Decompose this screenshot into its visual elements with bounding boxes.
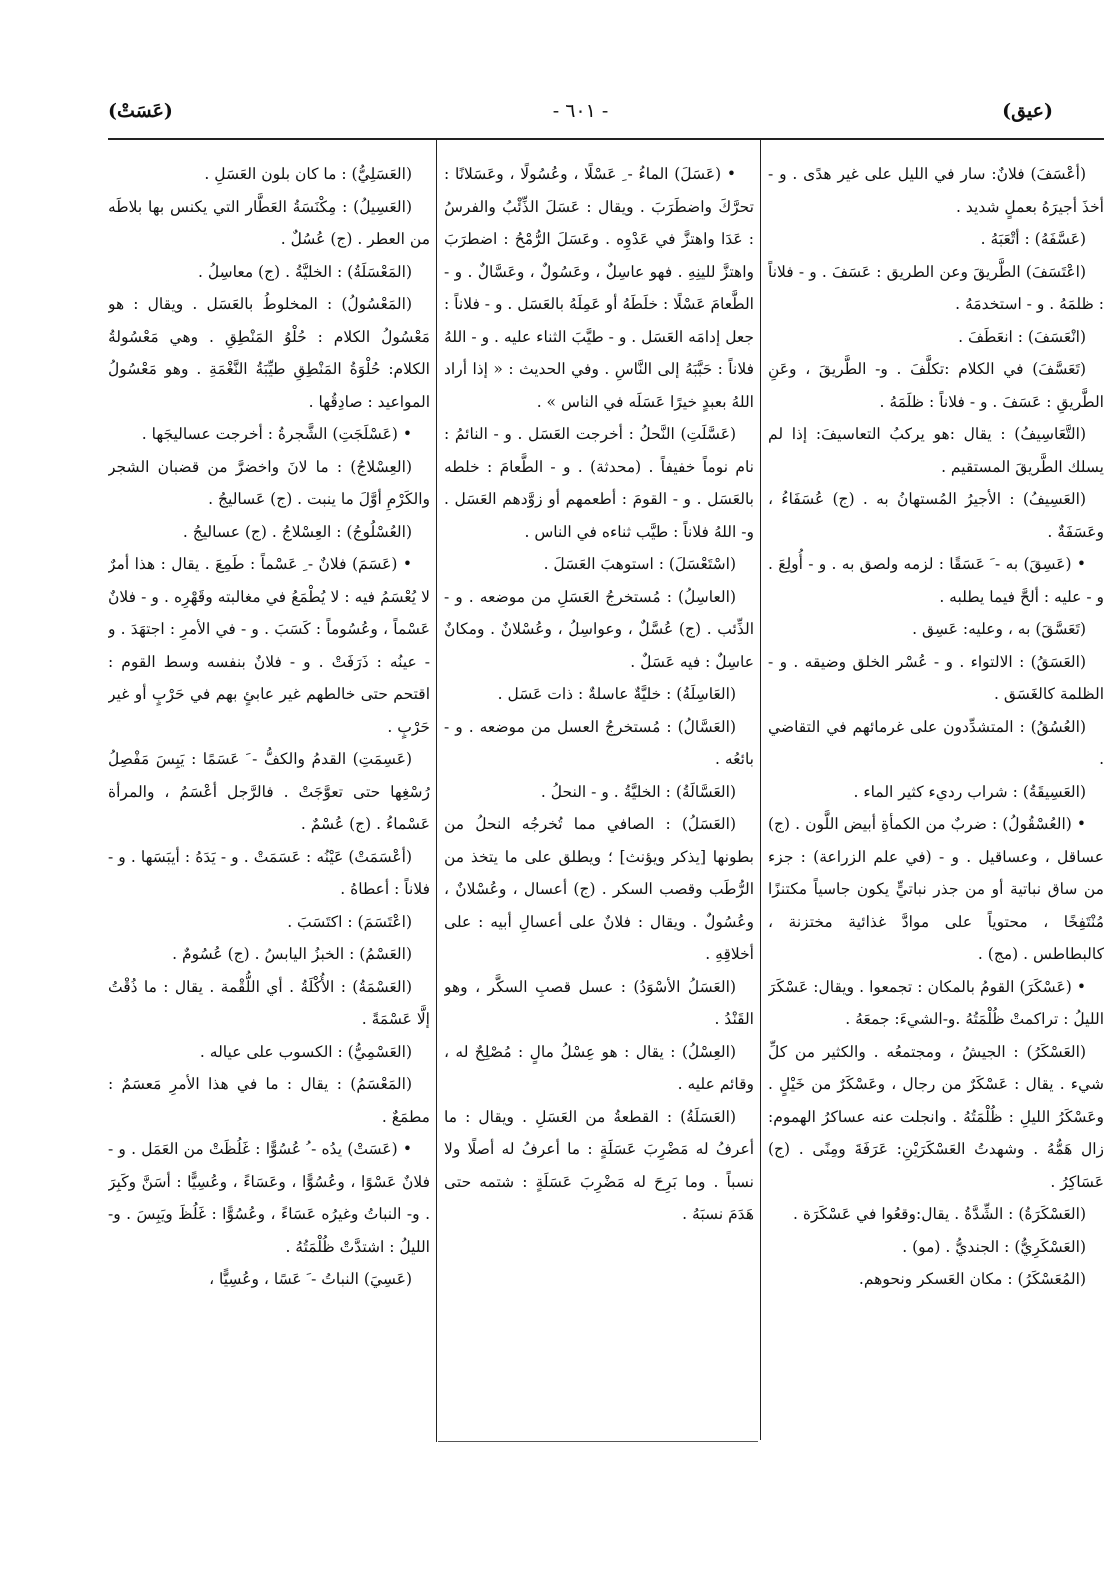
dictionary-entry: • (عَسْلَجَتِ) الشَّجرةُ : أخرجت عساليجَها . (141, 425, 412, 443)
column-divider (436, 140, 437, 1442)
dictionary-entry: • (العُسْقُولُ) : ضربٌ من الكمأةِ أبيض اللَّون . (ج) عساقل ، وعساقيل . و - (في علم الزراعة) : جزء من ساق نباتية أو من جذر نباتيٍّ يكون جاسياً مكتنزًا مُنْتَفِخًا ، محتوياً على موادَّ غذائية مختزنة ، كالبطاطس . (مج) . (768, 815, 1104, 963)
dictionary-entry: (العَسَلُ الأسْوَدُ) : عسل قصبِ السكَّر ، وهو القَنْدُ . (444, 977, 754, 1028)
dictionary-entry: (العَسَّالَةُ) : الخليَّةُ . و - النحلُ . (540, 782, 736, 801)
dictionary-entry: • (عَسِقَ) به - َ عَسَقًا : لزمه ولصق به . و - أُولِعَ . و - عليه : ألحَّ فيما يطلبه . (768, 555, 1104, 606)
dictionary-entry: (العُسْلُوجُ) : العِسْلاجُ . (ج) عساليجُ . (182, 522, 412, 541)
dictionary-entry: (العَسْكَرُ) : الجيشُ ، ومجتمعُه . والكثير من كلِّ شيء . يقال : عَسْكَرٌ من رجال ، وعَسْكَرٌ من خَيْلٍ . وعَسْكَرُ الليلِ : ظُلْمَتُهُ . وانجلت عنه عساكرُ الهموم: زال هَمُّهُ . وشهدتُ العَسْكَرَيْنِ: عَرَفَةَ ومِنًى . (ج) عَسَاكِرُ . (768, 1042, 1104, 1191)
dictionary-entry: (المُعَسْكَرُ) : مكان العَسكر ونحوهم. (858, 1270, 1086, 1288)
dictionary-entry: (انْعَسَفَ) : انعَطَفَ . (958, 327, 1086, 346)
column-divider (760, 140, 761, 1440)
dictionary-entry: (المَعْسَمُ) : يقال : ما في هذا الأمرِ مَعسَمٌ : مطمَعٌ . (108, 1075, 430, 1126)
dictionary-entry: (العَسَقُ) : الالتواء . و - عُسْر الخلق وضيقه . و - الظلمة كالغَسَق . (768, 652, 1104, 703)
column-middle (444, 158, 754, 1448)
dictionary-entry: • (عَسَمَ) فلانٌ - ِ عَسْماً : طَمِعَ . يقال : هذا أمرٌ لا يُعْسَمُ فيه : لا يُطْمَعُ في مغالبته وقَهْرِه . و - فلانٌ عَسْماً ، وعُسُوماً : كَسَبَ . و - في الأمرِ : اجتهَدَ . و - عينُه : ذَرَفَتْ . و - فلانٌ بنفسه وسط القوم : اقتحم حتى خالطهم غير عابئٍ بهم في حَرْبٍ أو غير حَرْبٍ . (108, 555, 430, 736)
header-right-keyword: (عيق) (1002, 100, 1053, 122)
dictionary-entry: (العَسْمِيُّ) : الكسوب على عياله . (199, 1042, 412, 1061)
dictionary-entry: (العَسِيفُ) : الأجيرُ المُستهانُ به . (ج) عُسَفَاءُ ، وعَسَفَةٌ . (768, 490, 1104, 541)
column-right (768, 158, 1104, 1448)
dictionary-entry: (العَسْمُ) : الخبزُ اليابسُ . (ج) عُسُومٌ . (172, 945, 412, 963)
dictionary-entry: (العَسْكَرِيُّ) : الجنديُّ . (مو) . (902, 1237, 1086, 1256)
dictionary-entry: (العِسْلُ) : يقال : هو عِسْلُ مالٍ : مُصْلِحٌ له ، وقائم عليه . (444, 1042, 754, 1093)
dictionary-entry: (المَعْسُولُ) : المخلوطُ بالعَسَل . ويقال : هو مَعْسُولُ الكلام : حُلْوُ المَنْطِقِ . وهي مَعْسُولةُ الكلام: حُلْوَةُ المَنْطِقِ طيِّبَةُ النَّغْمَةِ . وهو مَعْسُولُ المواعيد : صادِقُها . (108, 295, 430, 411)
dictionary-entry: (التَّعَاسِيفُ) : يقال :هو يركبُ التعاسيفَ: إذا لم يسلك الطَّريقَ المستقيم . (768, 425, 1104, 476)
dictionary-entry: (العاسِلُ) : مُستخرجُ العَسَلِ من موضعه . و - الذِّئب . (ج) عُسَّلٌ ، وعواسِلُ ، وعُسْلانٌ . ومكانٌ عاسِلٌ : فيه عَسَلٌ . (444, 587, 754, 671)
dictionary-entry: (عَسِمَتِ) القدمُ والكفُّ - َ عَسَمًا : يَبِسَ مَفْصِلُ رُسْغِها حتى تعوَّجَتْ . فالرَّجل أعْسَمُ ، والمرأة عَسْماءُ . (ج) عُسْمٌ . (108, 750, 430, 833)
dictionary-entry: (اعْتَسَفَ) الطَّريقَ وعن الطريق : عَسَفَ . و - فلاناً : ظلمَهُ . و - استخدمَهُ . (768, 262, 1104, 313)
dictionary-entry: (اعْتَسَمَ) : اكتَسَبَ . (287, 912, 412, 931)
dictionary-entry: (تَعَسَّفَ) في الكلام :تكلَّفَ . و- الطَّريقَ ، وعَنِ الطَّريقِ : عَسَفَ . و - فلاناً : ظلَمَهُ . (768, 360, 1104, 411)
dictionary-entry: (أعْسَفَ) فلانٌ: سار في الليل على غير هدًى . و - أخذَ أجيرَهُ بعملٍ شديد . (768, 165, 1104, 216)
dictionary-entry: (العَسَّالُ) : مُستخرجُ العسل من موضعه . و - بائعُه . (444, 717, 754, 768)
dictionary-entry: (العُسُقُ) : المتشدِّدون على غرمائهم في التقاضي . (768, 717, 1104, 768)
dictionary-entry: (أعْسَمَتْ) عَيْنُه : عَسَمَتْ . و - يَدَهُ : أيبَسَها . و - فلاناً : أعطاهُ . (108, 847, 430, 898)
dictionary-entry: (عَسَّفَهُ) : أتْعَبَهُ . (980, 230, 1086, 248)
dictionary-entry: (العَسْمَةُ) : الأُكْلَةُ . أي اللُّقْمة . يقال : ما ذُقْتُ إلَّا عَسْمَةً . (108, 977, 430, 1028)
dictionary-entry: (اسْتَعْسَلَ) : استوهبَ العَسَلَ . (543, 555, 736, 573)
page-header (108, 100, 1053, 134)
dictionary-entry: (العِسْلاجُ) : ما لانَ واخضرَّ من قضبان الشجر والكَرْمِ أوَّلَ ما ينبت . (ج) عَساليجُ . (108, 457, 430, 508)
dictionary-entry: • (عَسَتْ) يدُه - ُ عُسُوًّا : غَلُظَتْ من العَمَل . و - فلانٌ عَسْوًا ، وعُسُوًّا ، وعَسَاءً ، وعُسِيًّا : أسَنَّ وكَبِرَ . و- النباتُ وغيرُه عَسَاءً ، وعُسُوًّا : غَلُظَ ويَبِسَ . و- الليلُ : اشتدَّتْ ظُلْمَتُهُ . (108, 1140, 430, 1256)
dictionary-entry: (العَسَلِيُّ) : ما كان بلون العَسَلِ . (204, 165, 412, 183)
header-left-keyword: (عَسَتْ) (108, 100, 173, 122)
page-number: - ٦٠١ - (552, 100, 609, 122)
dictionary-entry: (عَسَّلَتِ) النَّحلُ : أخرجت العَسَل . و - النائمُ : نام نوماً خفيفاً . (محدثة) . و - الطَّعامَ : خلطه بالعَسَل . و - القومَ : أطعمهم أو زوَّدهم العَسَل . و- اللهُ فلاناً : طيَّب ثناءه في الناس . (444, 425, 754, 541)
dictionary-entry: (العَسَلُ) : الصافي مما تُخرجُه النحلُ من بطونها [يذكر ويؤنث] ؛ ويطلق على ما يتخذ من الرُّطَب وقصب السكر . (ج) أعسال ، وعُسْلانٌ ، وعُسُولٌ . ويقال : فلانٌ على أعسالِ أبيه : على أخلاقِهِ . (444, 815, 754, 963)
dictionary-entry: (عَسِيَ) النباتُ - َ عَسًا ، وعُسِيًّا ، (209, 1270, 412, 1288)
dictionary-entry: • (عَسْكَرَ) القومُ بالمكان : تجمعوا . ويقال: عَسْكَرَ الليلُ : تراكمتْ ظُلْمَتُهُ .و-الشيءَ: جمعَهُ . (768, 977, 1104, 1028)
dictionary-entry: (العَسِيلُ) : مِكْنَسَةُ العَطَّار التي يكنس بها بلاطَه من العطر . (ج) عُسُلٌ . (108, 197, 430, 248)
dictionary-entry: (المَعْسَلَةُ) : الخليَّةُ . (ج) معاسِلُ . (198, 262, 412, 281)
dictionary-entry: • (عَسَلَ) الماءُ - ِ عَسْلًا ، وعُسُولًا ، وعَسَلانًا : تحرَّكَ واضطَرَبَ . ويقال : عَسَلَ الذِّئْبُ والفرسُ : عَدَا واهتزَّ في عَدْوِه . وعَسَلَ الرُّمْحُ : اضطرَبَ واهتزَّ للينِهِ . فهو عاسِلٌ ، وعَسُولٌ ، وعَسَّالٌ . و - الطَّعامَ عَسْلًا : خلَطَهُ أو عَمِلَهُ بالعَسَل . و - فلاناً : جعل إدامَه العَسَل . و - طيَّبَ الثناء عليه . و - اللهُ فلاناً : حَبَّبَهُ إلى النَّاسِ . وفي الحديث : « إذا أراد اللهُ بعبدٍ خيرًا عَسَلَه في الناس » . (444, 165, 754, 411)
dictionary-entry: (العَاسِلَةُ) : خليَّةٌ عاسلةٌ : ذات عَسَل . (497, 685, 736, 703)
column-left (108, 158, 430, 1448)
dictionary-entry: (تَعَسَّقَ) به ، وعليه: عَسِق . (912, 620, 1086, 638)
dictionary-entry: (العَسْكَرَةُ) : الشِّدَّةُ . يقال:وقعُوا في عَسْكَرَة . (792, 1205, 1086, 1223)
dictionary-entry: (العَسِيقَةُ) : شراب رديء كثير الماء . (853, 782, 1086, 801)
dictionary-entry: (العَسَلَةُ) : القطعةُ من العَسَلِ . ويقال : ما أعرفُ له مَضْرِبَ عَسَلَةٍ : ما أعرفُ له أصلًا ولا نسباً . وما بَرِحَ له مَضْرِبَ عَسَلَةٍ : شتمه حتى هَدَمَ نسبَهُ . (444, 1107, 754, 1223)
header-rule (108, 138, 1104, 140)
